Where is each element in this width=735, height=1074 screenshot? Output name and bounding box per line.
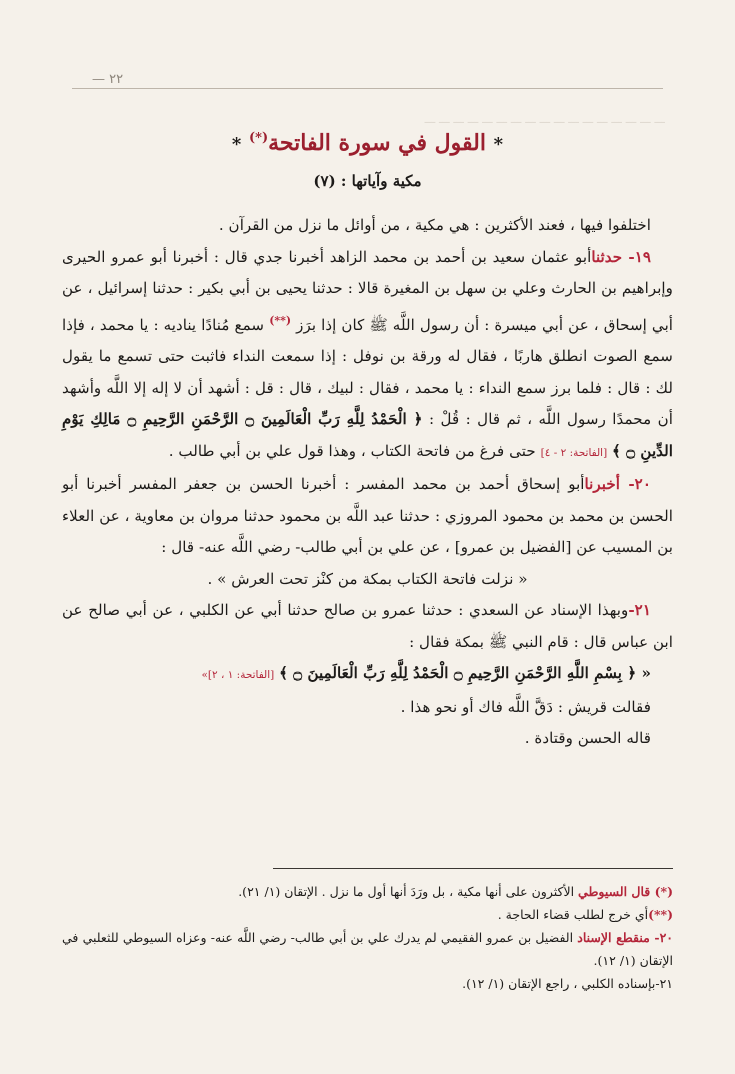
quran-line — [62, 658, 673, 692]
verse-reference: [الفاتحة: ١ ، ٢]» — [201, 669, 275, 682]
main-text — [62, 210, 673, 755]
hadith-text: حتى فرغ من فاتحة الكتاب ، وهذا قول علي بن أبي طالب . — [168, 441, 536, 460]
bleed-through-text: ـــ ـــ ـــ ـــ ـــ ـــ ـــ ـــ ـــ ـــ ـــ ـــ ـــ ـــ ـــ ـــ ـــ — [424, 112, 665, 126]
footnote-text: أي خرج لطلب قضاء الحاجة . — [497, 907, 649, 922]
text-line: قاله الحسن وقتادة . — [524, 729, 651, 748]
page-number: — ٢٢ — [92, 72, 124, 87]
footnote — [62, 972, 673, 995]
footnote — [62, 903, 673, 926]
star-ornament: * — [493, 134, 504, 155]
hadith-number: ٢١- — [628, 601, 651, 620]
chapter-title-text: القول في سورة الفاتحة — [268, 130, 486, 156]
chapter-subtitle: مكية وآياتها : (٧) — [313, 172, 422, 190]
verse-reference: [الفاتحة: ٢ - ٤] — [540, 446, 608, 459]
hadith-number: ١٩- حدثنا — [591, 247, 652, 266]
hadith-text: وبهذا الإسناد عن السعدي : حدثنا عمرو بن صالح حدثنا أبي عن الكلبي ، عن أبي صالح عن ابن عباس قال : قام النبي ﷺ بمكة فقال : — [62, 601, 673, 651]
quran-verse: « ﴿ بِسْمِ اللَّهِ الرَّحْمَنِ الرَّحِيمِ ۝ الْحَمْدُ لِلَّهِ رَبِّ الْعَالَمِينَ ۝ ﴾ — [279, 664, 651, 683]
text-line: فقالت قريش : دَقَّ اللَّه فاك أو نحو هذا . — [400, 697, 651, 716]
header-rule — [72, 88, 663, 89]
intro-paragraph: اختلفوا فيها ، فعند الأكثرين : هي مكية ، من أوائل ما نزل من القرآن . — [218, 216, 651, 234]
hadith-text: أبو إسحاق أحمد بن محمد المفسر : أخبرنا الحسن بن جعفر المفسر أخبرنا أبو الحسن بن محمد بن محمود المروزي : حدثنا عبد اللَّه بن محمود حدثنا مروان بن معاوية ، عن العلاء بن المسيب عن [الفضيل بن عمرو] ، عن علي بن أبي طالب- رضي اللَّه عنه- قال : — [62, 475, 673, 557]
footnote-mark: (**) — [648, 907, 673, 922]
footnote-mark: (**) — [269, 313, 292, 327]
footnote-text: بإسناده الكلبي ، راجع الإتقان (١/ ١٢). — [462, 976, 656, 991]
footnote-rule — [273, 868, 673, 869]
footnotes — [62, 880, 673, 995]
quran-verse: ﴿ الْحَمْدُ لِلَّهِ رَبِّ الْعَالَمِينَ ۝ الرَّحْمَنِ الرَّحِيمِ ۝ مَالِكِ يَوْمِ الدِّينِ ۝ ﴾ — [62, 410, 673, 460]
footnote-text: الأكثرون على أنها مكية ، بل ورَدَ أنها أول ما نزل . الإتقان (١/ ٢١). — [238, 884, 575, 899]
hadith-number: ٢٠- أخبرنا — [584, 475, 651, 494]
hadith-text: سمع مُنادًا يناديه : يا محمد ، فإذا سمع الصوت انطلق هاربًا ، فقال له ورقة بن نوفل : إذا سمعت النداء فاثبت حتى تسمع ما يقول لك : قال : فلما برز سمع النداء : يا محمد ، فقال : لبيك ، قال : قل : أشهد أن لا إله إلا اللَّه وأشهد أن محمدًا رسول اللَّه ، ثم قال : قُلْ : — [62, 315, 673, 429]
title-footnote-mark: (*) — [249, 130, 269, 146]
hadith-text: أبو عثمان سعيد بن أحمد بن محمد الزاهد أخبرنا جدي قال : أخبرنا أبو عمرو الحيرى وإبراهيم بن الحارث وعلي بن سهل بن المغيرة قالا : حدثنا يحيى بن أبي بكير : حدثنا إسرائيل ، عن أبي إسحاق ، عن أبي ميسرة : أن رسول اللَّه ﷺ كان إذا برَز — [62, 247, 674, 334]
footnote-mark: (*) قال السيوطي — [578, 884, 673, 899]
footnote-text: الفضيل بن عمرو الفقيمي لم يدرك علي بن أبي طالب- رضي اللَّه عنه- وعزاه السيوطي للثعلبي في الإتقان (١/ ١٢). — [62, 930, 673, 968]
hadith-20 — [62, 469, 673, 564]
hadith-21 — [62, 595, 673, 658]
footnote-mark: ٢٠- منقطع الإسناد — [577, 930, 673, 945]
hadith-quote: « نزلت فاتحة الكتاب بمكة من كنْز تحت العرش » . — [207, 569, 528, 588]
star-ornament: * — [231, 134, 242, 155]
footnote — [62, 926, 673, 972]
hadith-19 — [62, 242, 673, 470]
footnote — [62, 880, 673, 903]
chapter-title — [0, 130, 735, 156]
footnote-mark: ٢١- — [655, 976, 673, 991]
